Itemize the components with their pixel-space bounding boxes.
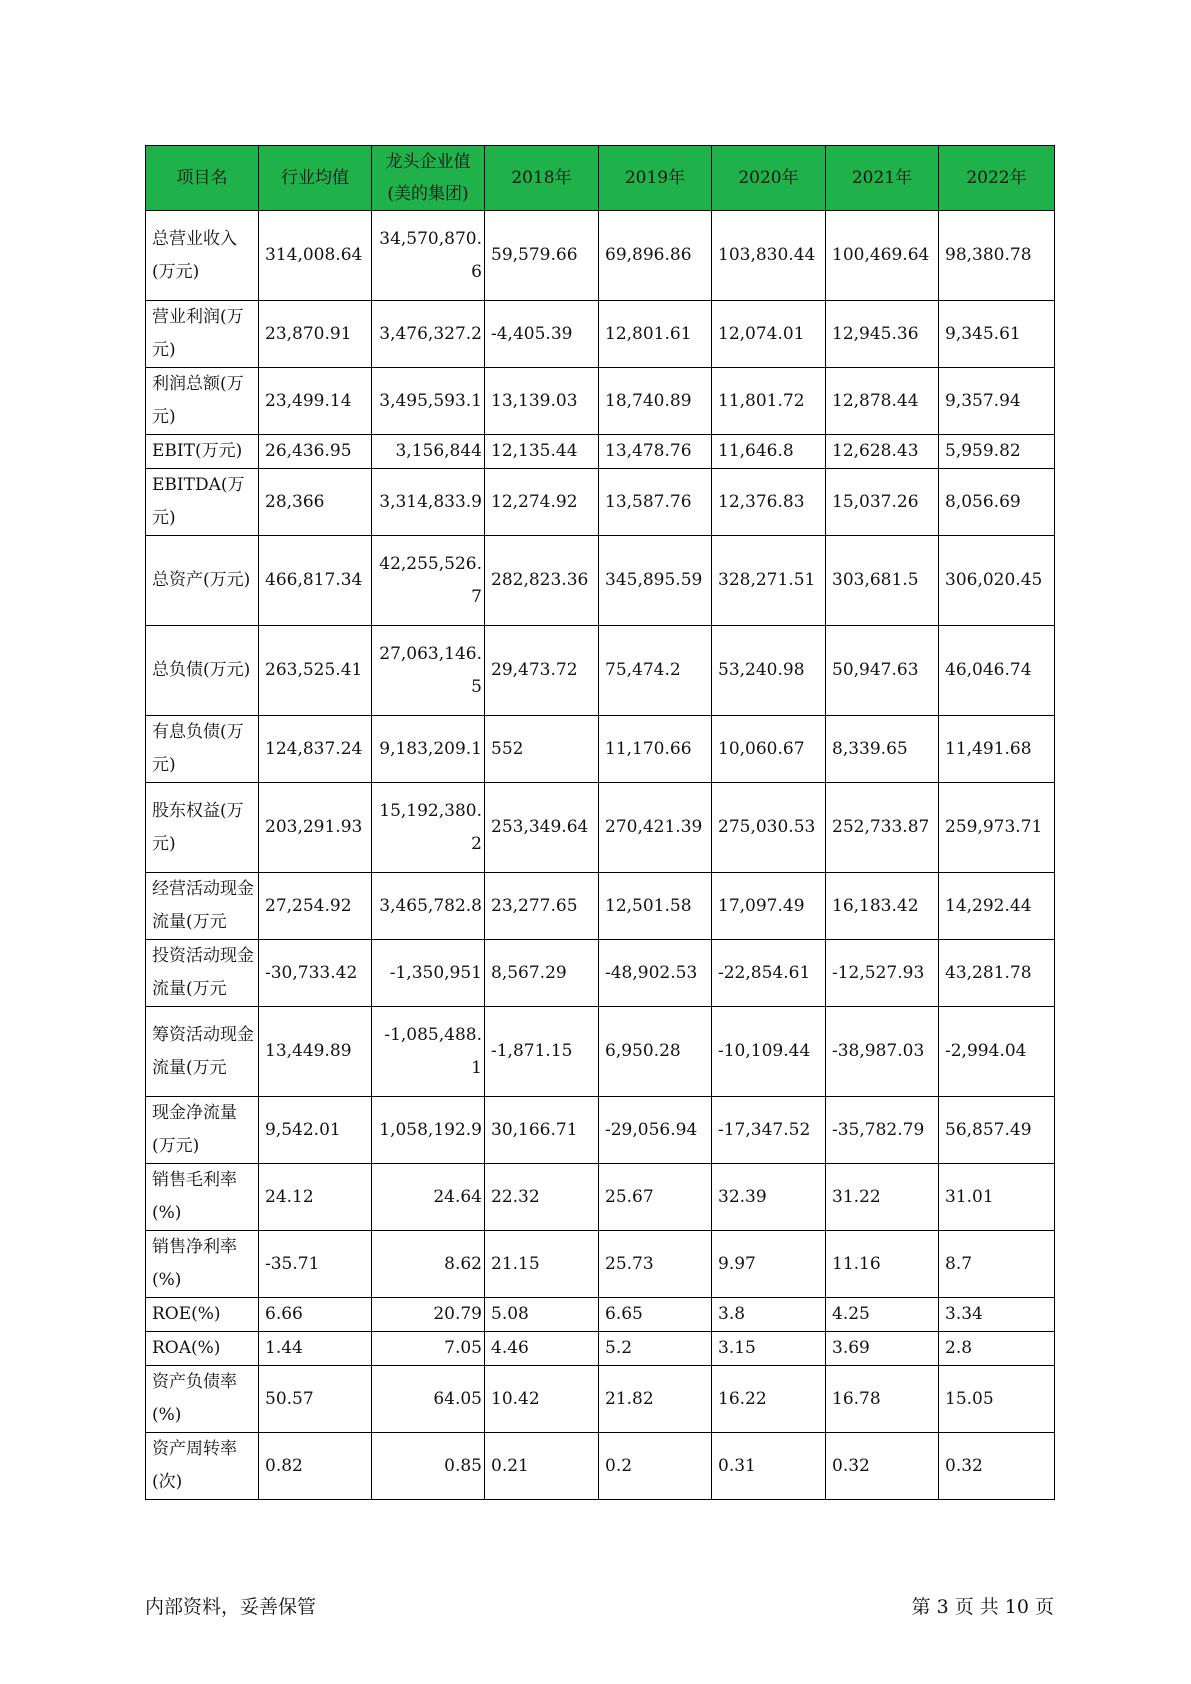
table-cell: 17,097.49 [712,873,826,940]
table-cell: -30,733.42 [259,940,372,1007]
footer-page-number: 第 3 页 共 10 页 [911,1596,1054,1618]
table-row [146,1298,1055,1332]
table-cell: 18,740.89 [599,368,712,435]
table-cell: 27,254.92 [259,873,372,940]
table-cell: 23,499.14 [259,368,372,435]
table-cell: 43,281.78 [939,940,1055,1007]
table-cell: 100,469.64 [826,211,939,301]
table-cell: 29,473.72 [485,626,599,716]
table-cell: 10,060.67 [712,716,826,783]
row-label: 经营活动现金流量(万元 [146,873,259,940]
table-header-row [146,146,1055,211]
table-cell: 6,950.28 [599,1007,712,1097]
table-row [146,626,1055,716]
table-cell: -35,782.79 [826,1097,939,1164]
table-cell: 12,878.44 [826,368,939,435]
header-cell: 行业均值 [259,146,372,211]
table-cell: 20.79 [372,1298,485,1332]
table-row [146,1332,1055,1366]
row-label: 股东权益(万元) [146,783,259,873]
header-cell: 2021年 [826,146,939,211]
table-cell: -22,854.61 [712,940,826,1007]
row-label: 营业利润(万元) [146,301,259,368]
table-cell: -29,056.94 [599,1097,712,1164]
table-cell: 34,570,870.6 [372,211,485,301]
table-cell: 5,959.82 [939,435,1055,469]
table-cell: 26,436.95 [259,435,372,469]
table-cell: 11,491.68 [939,716,1055,783]
table-row [146,783,1055,873]
table-cell: 16.78 [826,1366,939,1433]
table-cell: 0.32 [826,1433,939,1500]
table-cell: 14,292.44 [939,873,1055,940]
table-cell: 103,830.44 [712,211,826,301]
table-cell: 5.2 [599,1332,712,1366]
table-cell: 12,945.36 [826,301,939,368]
table-cell: 50,947.63 [826,626,939,716]
table-cell: 0.31 [712,1433,826,1500]
footer-confidential-note: 内部资料，妥善保管 [145,1596,317,1618]
table-cell: 69,896.86 [599,211,712,301]
table-cell: 12,628.43 [826,435,939,469]
table-row [146,435,1055,469]
table-cell: 31.22 [826,1164,939,1231]
table-cell: -4,405.39 [485,301,599,368]
financial-table [145,145,1055,1500]
table-cell: 8,567.29 [485,940,599,1007]
table-cell: 0.82 [259,1433,372,1500]
table-cell: 282,823.36 [485,536,599,626]
table-cell: 59,579.66 [485,211,599,301]
row-label: 筹资活动现金流量(万元 [146,1007,259,1097]
row-label: 总负债(万元) [146,626,259,716]
table-cell: 203,291.93 [259,783,372,873]
table-cell: 12,274.92 [485,469,599,536]
row-label: 总营业收入(万元) [146,211,259,301]
row-label: 有息负债(万元) [146,716,259,783]
table-cell: 23,870.91 [259,301,372,368]
table-cell: 6.66 [259,1298,372,1332]
table-cell: -1,350,951 [372,940,485,1007]
row-label: ROA(%) [146,1332,259,1366]
table-cell: 328,271.51 [712,536,826,626]
table-cell: 9,345.61 [939,301,1055,368]
table-cell: 466,817.34 [259,536,372,626]
table-cell: 9,542.01 [259,1097,372,1164]
table-cell: 25.73 [599,1231,712,1298]
table-cell: 8.7 [939,1231,1055,1298]
header-cell: 2022年 [939,146,1055,211]
table-cell: -17,347.52 [712,1097,826,1164]
table-cell: 12,801.61 [599,301,712,368]
table-cell: 21.82 [599,1366,712,1433]
row-label: 利润总额(万元) [146,368,259,435]
table-cell: 13,139.03 [485,368,599,435]
table-cell: 25.67 [599,1164,712,1231]
table-cell: 8,339.65 [826,716,939,783]
table-cell: 15.05 [939,1366,1055,1433]
table-cell: 2.8 [939,1332,1055,1366]
table-cell: -1,085,488.1 [372,1007,485,1097]
row-label: 总资产(万元) [146,536,259,626]
header-cell: 2019年 [599,146,712,211]
table-cell: 4.25 [826,1298,939,1332]
table-cell: 0.85 [372,1433,485,1500]
table-cell: 6.65 [599,1298,712,1332]
table-row [146,1007,1055,1097]
table-cell: -48,902.53 [599,940,712,1007]
table-row [146,1433,1055,1500]
table-cell: 259,973.71 [939,783,1055,873]
table-cell: 3.15 [712,1332,826,1366]
table-cell: -35.71 [259,1231,372,1298]
table-cell: 12,074.01 [712,301,826,368]
table-cell: 16.22 [712,1366,826,1433]
table-cell: 13,587.76 [599,469,712,536]
table-row [146,211,1055,301]
table-cell: 3.8 [712,1298,826,1332]
table-cell: 23,277.65 [485,873,599,940]
table-cell: 306,020.45 [939,536,1055,626]
table-row [146,716,1055,783]
row-label: 资产负债率(%) [146,1366,259,1433]
table-cell: 303,681.5 [826,536,939,626]
header-cell: 2018年 [485,146,599,211]
table-cell: 9,357.94 [939,368,1055,435]
table-cell: 345,895.59 [599,536,712,626]
table-row [146,1097,1055,1164]
table-cell: 98,380.78 [939,211,1055,301]
table-cell: 22.32 [485,1164,599,1231]
row-label: 资产周转率(次) [146,1433,259,1500]
table-cell: 124,837.24 [259,716,372,783]
table-cell: 12,376.83 [712,469,826,536]
table-cell: 1,058,192.9 [372,1097,485,1164]
table-cell: -2,994.04 [939,1007,1055,1097]
header-cell: 2020年 [712,146,826,211]
table-cell: 46,046.74 [939,626,1055,716]
table-row [146,368,1055,435]
table-cell: 3,465,782.8 [372,873,485,940]
table-cell: 11,646.8 [712,435,826,469]
table-body [146,211,1055,1500]
table-row [146,1231,1055,1298]
table-cell: 3,314,833.9 [372,469,485,536]
table-row [146,1366,1055,1433]
table-cell: 3,156,844 [372,435,485,469]
table-cell: 15,037.26 [826,469,939,536]
table-cell: 252,733.87 [826,783,939,873]
table-cell: 253,349.64 [485,783,599,873]
table-cell: 13,449.89 [259,1007,372,1097]
table-cell: 3,476,327.2 [372,301,485,368]
row-label: 投资活动现金流量(万元 [146,940,259,1007]
table-cell: 24.64 [372,1164,485,1231]
table-cell: 10.42 [485,1366,599,1433]
table-cell: 270,421.39 [599,783,712,873]
table-cell: 7.05 [372,1332,485,1366]
row-label: 销售净利率(%) [146,1231,259,1298]
row-label: EBITDA(万元) [146,469,259,536]
table-cell: 9,183,209.1 [372,716,485,783]
table-cell: 0.2 [599,1433,712,1500]
table-cell: 1.44 [259,1332,372,1366]
table-cell: 24.12 [259,1164,372,1231]
table-cell: 27,063,146.5 [372,626,485,716]
table-cell: 53,240.98 [712,626,826,716]
header-cell: 项目名 [146,146,259,211]
row-label: 现金净流量(万元) [146,1097,259,1164]
table-cell: 263,525.41 [259,626,372,716]
table-cell: 28,366 [259,469,372,536]
table-cell: 21.15 [485,1231,599,1298]
table-cell: -1,871.15 [485,1007,599,1097]
table-cell: 13,478.76 [599,435,712,469]
table-cell: 56,857.49 [939,1097,1055,1164]
table-cell: 275,030.53 [712,783,826,873]
table-cell: -10,109.44 [712,1007,826,1097]
table-cell: 5.08 [485,1298,599,1332]
table-row [146,469,1055,536]
table-row [146,301,1055,368]
table-cell: 3.69 [826,1332,939,1366]
table-cell: 9.97 [712,1231,826,1298]
table-cell: 12,135.44 [485,435,599,469]
table-cell: 0.32 [939,1433,1055,1500]
table-cell: 8,056.69 [939,469,1055,536]
table-cell: 50.57 [259,1366,372,1433]
table-cell: 75,474.2 [599,626,712,716]
table-cell: 42,255,526.7 [372,536,485,626]
table-cell: 8.62 [372,1231,485,1298]
table-cell: 31.01 [939,1164,1055,1231]
table-cell: 11,801.72 [712,368,826,435]
table-row [146,873,1055,940]
row-label: ROE(%) [146,1298,259,1332]
table-cell: 12,501.58 [599,873,712,940]
table-row [146,536,1055,626]
table-cell: 64.05 [372,1366,485,1433]
table-cell: 3,495,593.1 [372,368,485,435]
table-cell: 30,166.71 [485,1097,599,1164]
table-row [146,1164,1055,1231]
table-cell: -38,987.03 [826,1007,939,1097]
header-cell: 龙头企业值(美的集团) [372,146,485,211]
row-label: EBIT(万元) [146,435,259,469]
table-cell: 314,008.64 [259,211,372,301]
row-label: 销售毛利率(%) [146,1164,259,1231]
table-cell: 15,192,380.2 [372,783,485,873]
table-cell: 11.16 [826,1231,939,1298]
table-cell: 11,170.66 [599,716,712,783]
table-cell: -12,527.93 [826,940,939,1007]
table-cell: 16,183.42 [826,873,939,940]
table-row [146,940,1055,1007]
table-cell: 4.46 [485,1332,599,1366]
table-cell: 552 [485,716,599,783]
table-cell: 0.21 [485,1433,599,1500]
table-cell: 3.34 [939,1298,1055,1332]
table-cell: 32.39 [712,1164,826,1231]
